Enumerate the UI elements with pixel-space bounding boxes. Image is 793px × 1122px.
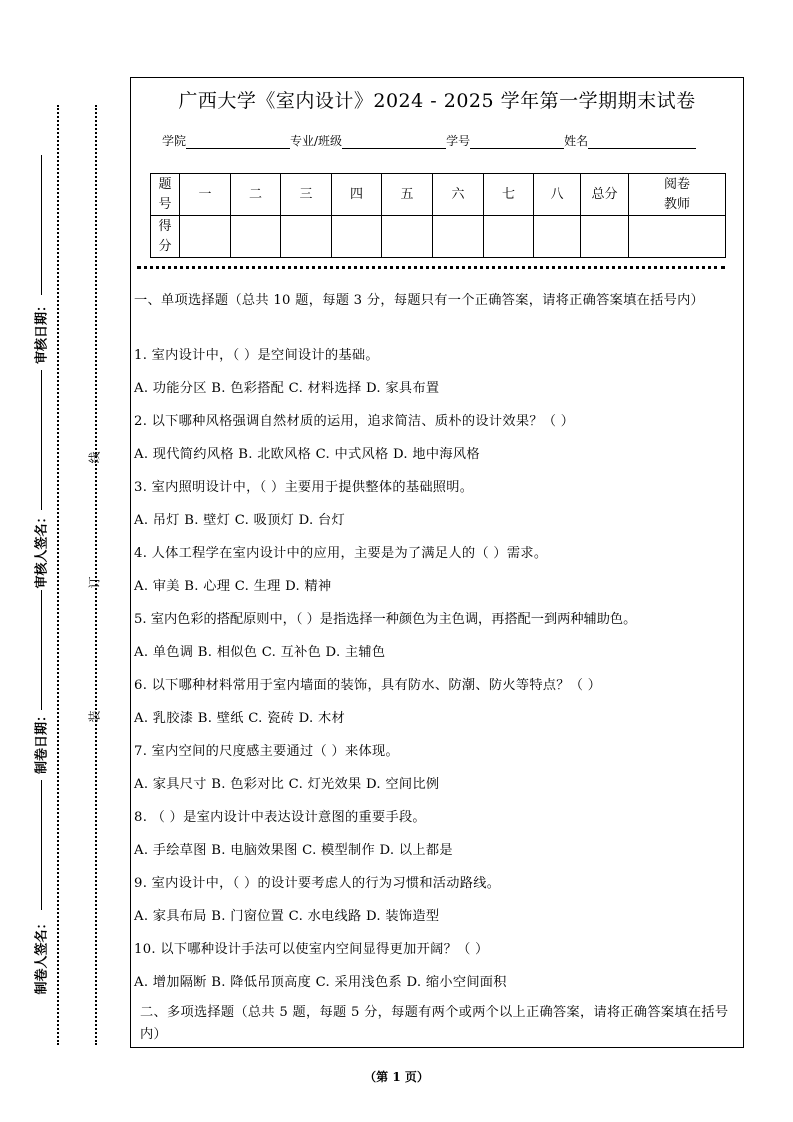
table-cell: 七 [484,174,534,216]
preparer-signature-label: 制卷人签名： [34,916,50,995]
preparer-signature-line [41,780,42,910]
score-cell[interactable] [281,216,332,258]
field-college-blank[interactable] [186,134,290,149]
score-cell[interactable] [231,216,281,258]
table-cell: 三 [281,174,332,216]
dotted-separator [137,266,725,269]
score-cell[interactable] [180,216,231,258]
binding-mark: 线 [87,451,102,464]
score-cell[interactable] [484,216,534,258]
field-student-id-blank[interactable] [470,134,564,149]
page-title: 广西大学《室内设计》2024 - 2025 学年第一学期期末试卷 [178,90,696,112]
question-6-options: A. 乳胶漆 B. 壁纸 C. 瓷砖 D. 木材 [134,711,345,726]
question-1: 1. 室内设计中，（ ）是空间设计的基础。 [134,348,379,363]
score-cell[interactable] [581,216,629,258]
question-8: 8. （ ）是室内设计中表达设计意图的重要手段。 [134,810,426,825]
question-8-options: A. 手绘草图 B. 电脑效果图 C. 模型制作 D. 以上都是 [134,843,453,858]
binding-mark: 订 [87,576,102,589]
table-cell: 四 [332,174,382,216]
question-6: 6. 以下哪种材料常用于室内墙面的装饰，具有防水、防潮、防火等特点？（ ） [134,678,602,693]
score-cell[interactable] [629,216,726,258]
question-10-options: A. 增加隔断 B. 降低吊顶高度 C. 采用浅色系 D. 缩小空间面积 [134,975,507,990]
question-9-options: A. 家具布局 B. 门窗位置 C. 水电线路 D. 装饰造型 [134,909,440,924]
table-cell: 得 分 [151,216,180,258]
table-cell: 一 [180,174,231,216]
score-table-score-row [151,216,726,258]
score-table [150,173,726,258]
score-cell[interactable] [332,216,382,258]
table-cell: 八 [534,174,581,216]
student-info-line [162,132,696,149]
question-5: 5. 室内色彩的搭配原则中，（ ）是指选择一种颜色为主色调，再搭配一到两种辅助色。 [134,612,637,627]
field-label-college: 学院 [162,134,187,148]
prep-date-line [41,590,42,710]
score-table-header-row [151,174,726,216]
score-cell[interactable] [433,216,484,258]
binding-mark: 装 [87,710,102,723]
section1-heading: 一、单项选择题（总共 10 题，每题 3 分，每题只有一个正确答案，请将正确答案填在括号内） [134,293,705,308]
field-label-student-id: 学号 [446,134,471,148]
table-cell: 五 [382,174,433,216]
section2-heading: 二、多项选择题（总共 5 题，每题 5 分，每题有两个或两个以上正确答案，请将正确答案填在括号内） [140,1005,729,1042]
question-1-options: A. 功能分区 B. 色彩搭配 C. 材料选择 D. 家具布置 [134,381,440,396]
binding-dotted-line [95,105,97,1045]
question-3-options: A. 吊灯 B. 壁灯 C. 吸顶灯 D. 台灯 [134,513,345,528]
field-name-blank[interactable] [588,134,696,149]
table-cell: 六 [433,174,484,216]
score-cell[interactable] [534,216,581,258]
question-9: 9. 室内设计中，（ ）的设计要考虑人的行为习惯和活动路线。 [134,876,501,891]
score-cell[interactable] [382,216,433,258]
table-cell: 总分 [581,174,629,216]
question-7: 7. 室内空间的尺度感主要通过（ ）来体现。 [134,744,399,759]
field-major-class-blank[interactable] [342,134,446,149]
question-2-options: A. 现代简约风格 B. 北欧风格 C. 中式风格 D. 地中海风格 [134,447,480,462]
question-10: 10. 以下哪种设计手法可以使室内空间显得更加开阔？（ ） [134,942,489,957]
prep-date-label: 制卷日期： [34,709,50,775]
question-3: 3. 室内照明设计中，（ ）主要用于提供整体的基础照明。 [134,480,474,495]
review-date-line [41,155,42,295]
question-4: 4. 人体工程学在室内设计中的应用，主要是为了满足人的（ ）需求。 [134,546,548,561]
question-5-options: A. 单色调 B. 相似色 C. 互补色 D. 主辅色 [134,645,386,660]
question-4-options: A. 审美 B. 心理 C. 生理 D. 精神 [134,579,332,594]
table-cell: 二 [231,174,281,216]
review-date-label: 审核日期： [34,299,50,365]
table-cell: 题 号 [151,174,180,216]
reviewer-signature-label: 审核人签名： [34,510,50,589]
field-label-major-class: 专业/班级 [290,134,343,148]
question-2: 2. 以下哪种风格强调自然材质的运用，追求简洁、质朴的设计效果？（ ） [134,414,575,429]
table-cell: 阅卷 教师 [629,174,726,216]
page-number: （第 1 页） [364,1070,429,1084]
reviewer-signature-line [41,370,42,510]
binding-dotted-line [57,105,59,1045]
question-7-options: A. 家具尺寸 B. 色彩对比 C. 灯光效果 D. 空间比例 [134,777,440,792]
field-label-name: 姓名 [564,134,589,148]
